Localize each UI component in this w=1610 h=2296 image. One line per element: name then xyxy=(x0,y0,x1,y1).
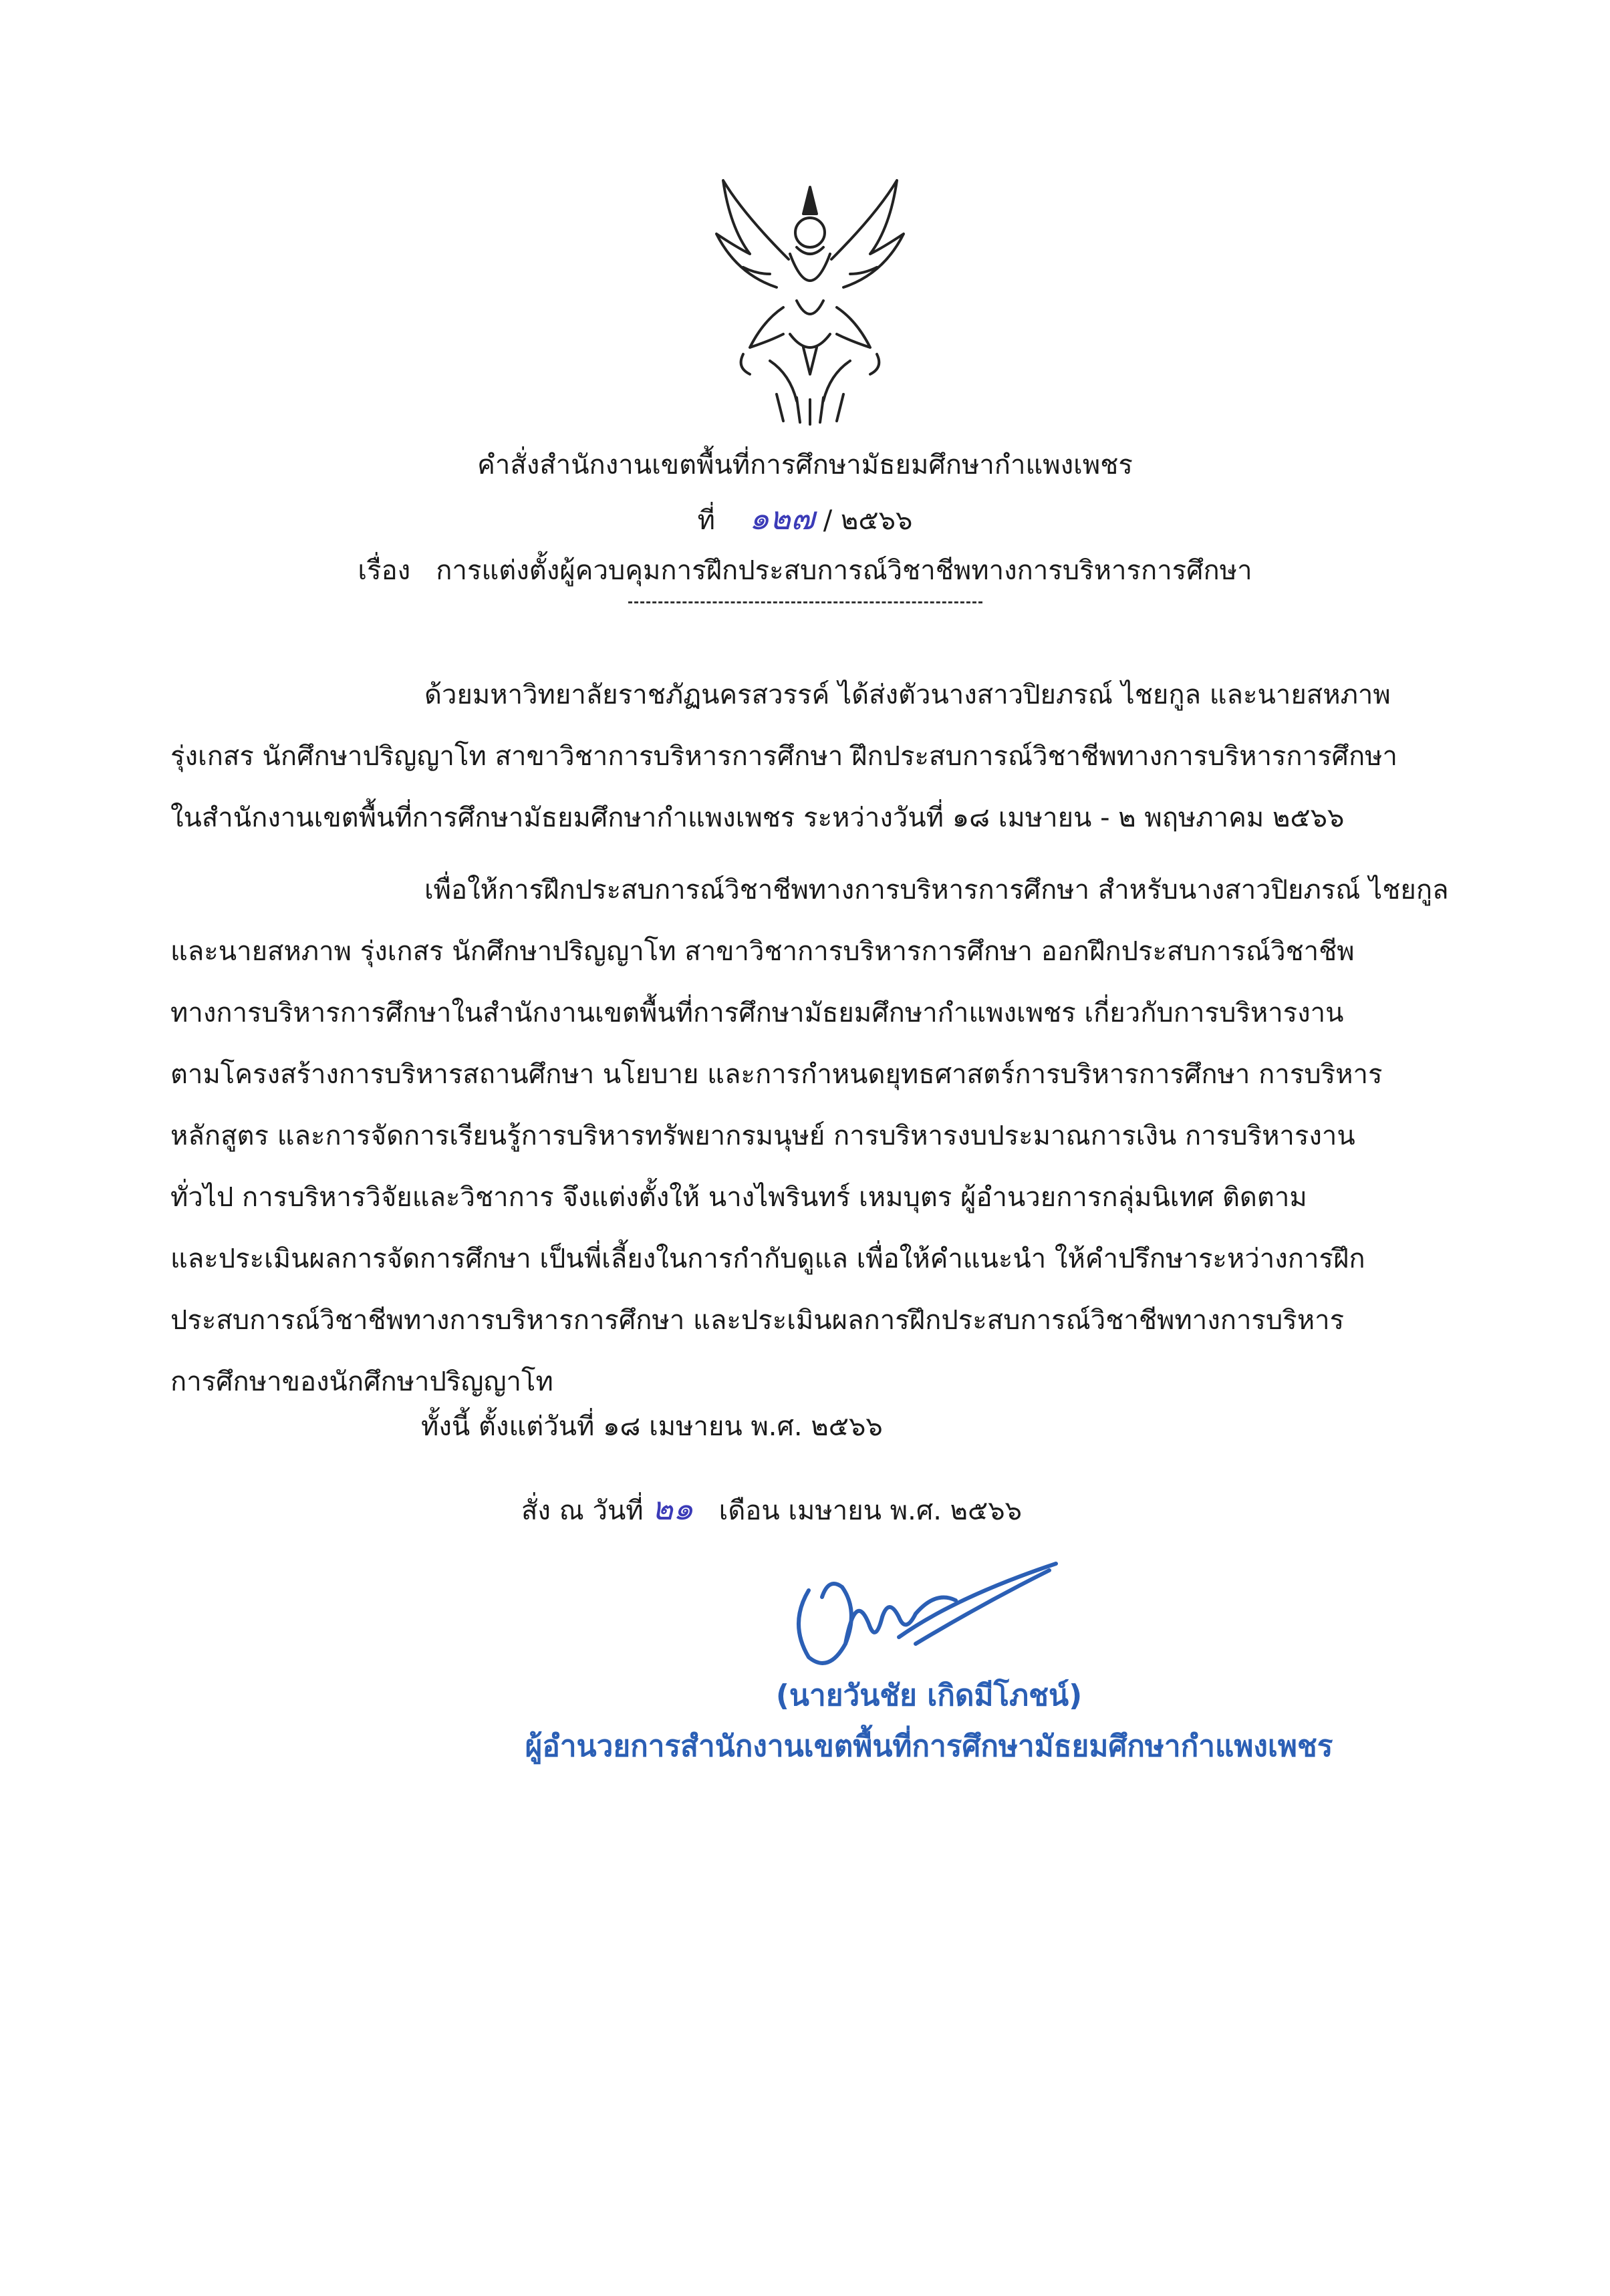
ordered-day-handwritten: ๒๑ xyxy=(652,1490,694,1528)
paragraph-line: รุ่งเกสร นักศึกษาปริญญาโท สาขาวิชาการบริหารการศึกษา ฝึกประสบการณ์วิชาชีพทางการบริหารการศึกษา xyxy=(170,741,1397,772)
paragraph-line: ในสำนักงานเขตพื้นที่การศึกษามัธยมศึกษากำแพงเพชร ระหว่างวันที่ ๑๘ เมษายน - ๒ พฤษภาคม ๒๕๖๖ xyxy=(170,803,1345,833)
signer-position: ผู้อำนวยการสำนักงานเขตพื้นที่การศึกษามัธยมศึกษากำแพงเพชร xyxy=(525,1729,1333,1763)
paragraph-line: เพื่อให้การฝึกประสบการณ์วิชาชีพทางการบริหารการศึกษา สำหรับนางสาวปิยภรณ์ ไชยกูล xyxy=(424,875,1449,905)
paragraph-line: ตามโครงสร้างการบริหารสถานศึกษา นโยบาย และการกำหนดยุทธศาสตร์การบริหารการศึกษา การบริหาร xyxy=(170,1059,1383,1090)
paragraph-line: และนายสหภาพ รุ่งเกสร นักศึกษาปริญญาโท สาขาวิชาการบริหารการศึกษา ออกฝึกประสบการณ์วิชาชีพ xyxy=(170,936,1355,967)
subject-label: เรื่อง xyxy=(358,555,411,586)
order-number-prefix: ที่ xyxy=(697,505,715,536)
dashed-divider xyxy=(628,601,982,603)
effective-date: ทั้งนี้ ตั้งแต่วันที่ ๑๘ เมษายน พ.ศ. ๒๕๖๖ xyxy=(421,1411,883,1442)
ordered-date xyxy=(521,1483,1022,1534)
ordered-date-suffix: เดือน เมษายน พ.ศ. ๒๕๖๖ xyxy=(718,1495,1023,1526)
garuda-emblem-icon xyxy=(703,174,917,428)
subject-text: การแต่งตั้งผู้ควบคุมการฝึกประสบการณ์วิชาชีพทางการบริหารการศึกษา xyxy=(436,555,1252,586)
handwritten-signature xyxy=(782,1550,1069,1677)
ordered-date-prefix: สั่ง ณ วันที่ xyxy=(521,1495,644,1526)
paragraph-line: ประสบการณ์วิชาชีพทางการบริหารการศึกษา และประเมินผลการฝึกประสบการณ์วิชาชีพทางการบริหาร xyxy=(170,1305,1345,1336)
paragraph-line: ทางการบริหารการศึกษาในสำนักงานเขตพื้นที่การศึกษามัธยมศึกษากำแพงเพชร เกี่ยวกับการบริหารงาน xyxy=(170,998,1344,1028)
order-number-suffix: / ๒๕๖๖ xyxy=(823,505,913,536)
paragraph-line: หลักสูตร และการจัดการเรียนรู้การบริหารทรัพยากรมนุษย์ การบริหารงบประมาณการเงิน การบริหารงาน xyxy=(170,1121,1355,1151)
order-number-handwritten: ๑๒๗ xyxy=(749,500,815,537)
paragraph-line: และประเมินผลการจัดการศึกษา เป็นพี่เลี้ยงในการกำกับดูแล เพื่อให้คำแนะนำ ให้คำปรึกษาระหว่างการฝึก xyxy=(170,1244,1365,1274)
subject-line xyxy=(0,552,1610,589)
order-number-line xyxy=(0,500,1610,539)
paragraph-line: การศึกษาของนักศึกษาปริญญาโท xyxy=(170,1367,553,1397)
paragraph-line: ทั่วไป การบริหารวิจัยและวิชาการ จึงแต่งตั้งให้ นางไพรินทร์ เหมบุตร ผู้อำนวยการกลุ่มนิเทศ ติดตาม xyxy=(170,1182,1307,1213)
order-title: คำสั่งสำนักงานเขตพื้นที่การศึกษามัธยมศึกษากำแพงเพชร xyxy=(477,450,1133,480)
paragraph-2 xyxy=(170,859,1480,1413)
paragraph-1 xyxy=(170,664,1480,849)
signer-name: (นายวันชัย เกิดมีโภชน์) xyxy=(775,1679,1083,1713)
paragraph-line: ด้วยมหาวิทยาลัยราชภัฏนครสวรรค์ ได้ส่งตัวนางสาวปิยภรณ์ ไชยกูล และนายสหภาพ xyxy=(424,680,1391,710)
